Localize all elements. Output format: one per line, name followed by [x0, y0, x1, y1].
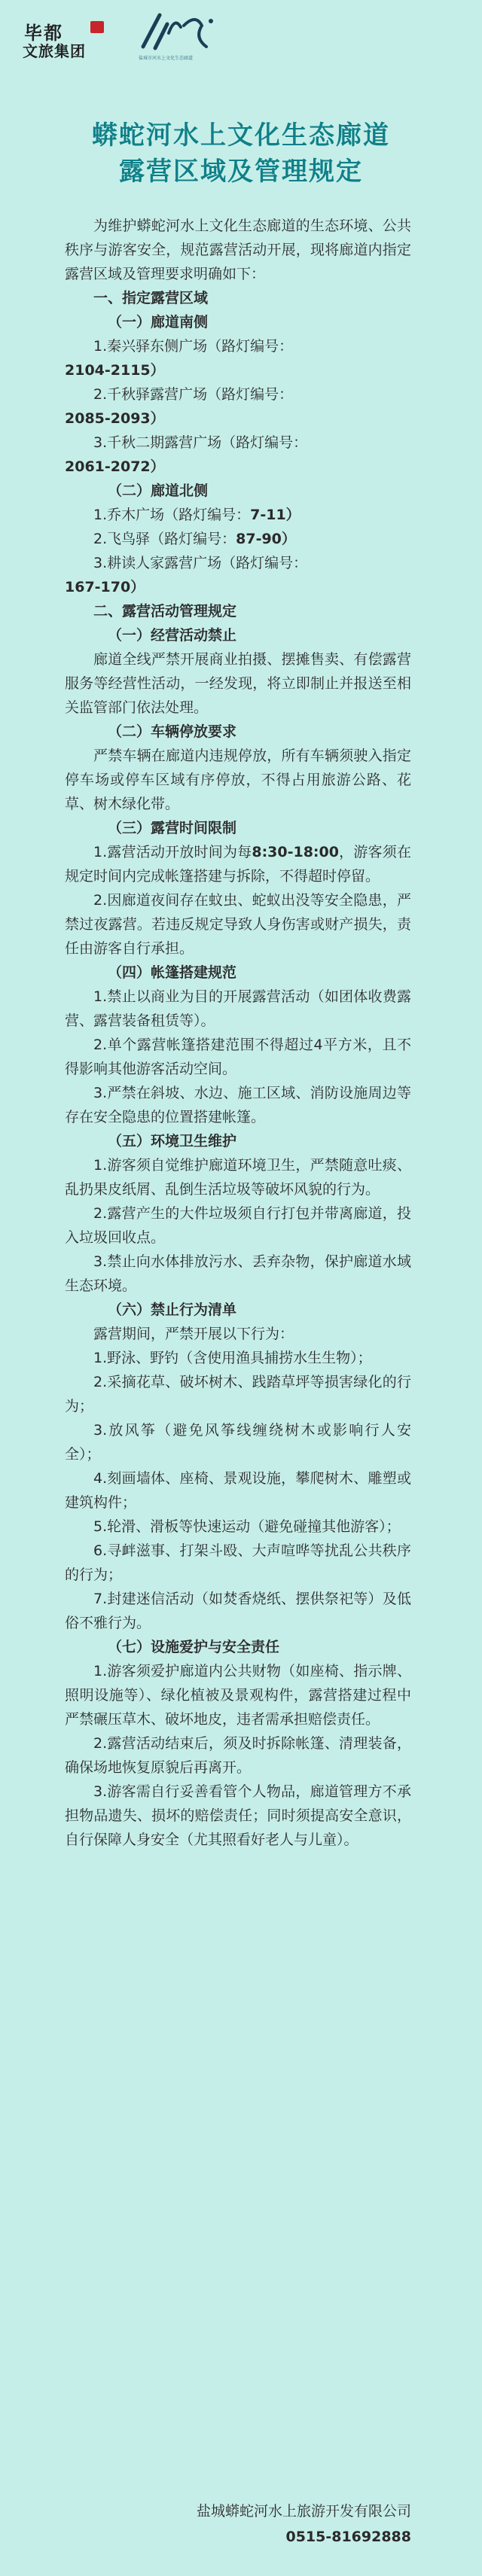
rule-heading-hygiene: （五）环境卫生维护 [108, 1133, 237, 1149]
rule-heading-prohibited: （六）禁止行为清单 [108, 1302, 237, 1318]
rule-heading-time: （三）露营时间限制 [108, 820, 237, 836]
north-item-text: 1.乔木广场（路灯编号： [93, 507, 251, 523]
contact-phone: 0515-81692888 [285, 2529, 411, 2545]
rule-text-commerce: 廊道全线严禁开展商业拍摄、摆摊售卖、有偿露营服务等经营性活动，一经发现，将立即制止并报送至相关监管部门依法处理。 [65, 651, 411, 716]
rule-heading-safety: （七）设施爱护与安全责任 [108, 1639, 280, 1655]
logo-text-line1: 毕都 [24, 22, 63, 44]
corridor-logo [120, 11, 226, 63]
hygiene-rule-item: 1.游客须自觉维护廊道环境卫生，严禁随意吐痰、乱扔果皮纸屑、乱倒生活垃圾等破坏风貌的行为。 [65, 1157, 411, 1198]
south-item-number: 2104-2115） [65, 362, 165, 379]
prohibited-item: 3.放风筝（避免风筝线缠绕树木或影响行人安全）； [65, 1422, 411, 1463]
logo-caption: 盐城市河水上文化生态廊道 [139, 56, 194, 61]
prohibited-item: 6.寻衅滋事、打架斗殴、大声喧哗等扰乱公共秩序的行为； [65, 1542, 411, 1583]
safety-rule-item: 1.游客须爱护廊道内公共财物（如座椅、指示牌、照明设施等）、绿化植被及景观构件，露营搭建过程中严禁碾压草木、破坏地皮，违者需承担赔偿责任。 [65, 1663, 411, 1728]
rule-text-time-2: 2.因廊道夜间存在蚊虫、蛇蚁出没等安全隐患，严禁过夜露营。若违反规定导致人身伤害或财产损失，责任由游客自行承担。 [65, 892, 411, 957]
rule-text-time-1 [65, 840, 411, 888]
rule-heading-commerce: （一）经营活动禁止 [108, 627, 237, 644]
south-item-number: 2085-2093） [65, 410, 165, 427]
north-item-number: 7-11） [250, 507, 300, 523]
tent-rule-item: 3.严禁在斜坡、水边、施工区域、消防设施周边等存在安全隐患的位置搭建帐篷。 [65, 1085, 411, 1125]
south-item: 1.秦兴驿东侧广场（路灯编号： [93, 338, 294, 355]
section1-north-heading: （二）廊道北侧 [108, 483, 209, 499]
logo-seal-icon [90, 21, 104, 33]
section1-heading: 一、指定露营区域 [93, 290, 209, 306]
prohibited-item: 5.轮滑、滑板等快速运动（避免碰撞其他游客）； [93, 1518, 401, 1535]
hygiene-rule-item: 3.禁止向水体排放污水、丢弃杂物，保护廊道水域生态环境。 [65, 1253, 411, 1294]
corridor-logo-icon [120, 11, 226, 54]
rule-heading-parking: （二）车辆停放要求 [108, 723, 237, 740]
north-item: 3.耕读人家露营广场（路灯编号： [93, 555, 308, 571]
regulation-body [65, 214, 411, 1852]
logo-text-line2: 文旅集团 [23, 42, 86, 60]
group-logo [21, 14, 110, 60]
time-text: ，游客须在规定时间内完成帐篷搭建与拆除，不得超时停留。 [65, 844, 411, 885]
south-item: 2.千秋驿露营广场（路灯编号： [93, 386, 294, 403]
time-text: 1.露营活动开放时间为每 [93, 844, 252, 860]
south-item: 3.千秋二期露营广场（路灯编号： [93, 434, 308, 451]
issuer-company: 盐城蟒蛇河水上旅游开发有限公司 [196, 2503, 411, 2520]
tent-rule-item: 2.单个露营帐篷搭建范围不得超过4平方米，且不得影响其他游客活动空间。 [65, 1037, 411, 1077]
safety-rule-item: 2.露营活动结束后，须及时拆除帐篷、清理装备，确保场地恢复原貌后再离开。 [65, 1735, 411, 1776]
tent-rule-item: 1.禁止以商业为目的开展露营活动（如团体收费露营、露营装备租赁等）。 [65, 988, 411, 1029]
section1-south-heading: （一）廊道南侧 [108, 314, 209, 330]
page-title-line2: 露营区域及管理规定 [119, 157, 363, 187]
opening-hours: 8:30-18:00 [252, 844, 339, 860]
intro-paragraph: 为维护蟒蛇河水上文化生态廊道的生态环境、公共秩序与游客安全，规范露营活动开展，现将廊道内指定露营区域及管理要求明确如下： [65, 218, 411, 282]
north-item-text: 2.飞鸟驿（路灯编号： [93, 531, 236, 547]
north-item [65, 527, 411, 551]
rule-heading-tent: （四）帐篷搭建规范 [108, 964, 237, 981]
hygiene-rule-item: 2.露营产生的大件垃圾须自行打包并带离廊道，投入垃圾回收点。 [65, 1205, 411, 1246]
rule-text-parking: 严禁车辆在廊道内违规停放，所有车辆须驶入指定停车场或停车区域有序停放，不得占用旅游公路、花草、树木绿化带。 [65, 748, 411, 812]
prohibited-item: 4.刻画墙体、座椅、景观设施，攀爬树木、雕塑或建筑构件； [65, 1470, 411, 1511]
section2-heading: 二、露营活动管理规定 [93, 603, 237, 620]
north-item [65, 503, 411, 527]
page-title-line1: 蟒蛇河水上文化生态廊道 [92, 120, 390, 151]
prohibited-item: 2.采摘花草、破坏树木、践踏草坪等损害绿化的行为； [65, 1374, 411, 1414]
safety-rule-item: 3.游客需自行妥善看管个人物品，廊道管理方不承担物品遗失、损坏的赔偿责任；同时须提高安全意识，自行保障人身安全（尤其照看好老人与儿童）。 [65, 1783, 411, 1848]
prohibited-item: 7.封建迷信活动（如焚香烧纸、摆供祭祀等）及低俗不雅行为。 [65, 1591, 411, 1631]
prohibited-lead: 露营期间，严禁开展以下行为： [93, 1326, 294, 1342]
south-item-number: 2061-2072） [65, 458, 165, 475]
north-item-number: 87-90） [236, 531, 296, 547]
north-item-number: 167-170） [65, 579, 145, 595]
prohibited-item: 1.野泳、野钓（含使用渔具捕捞水生生物）； [93, 1350, 372, 1366]
